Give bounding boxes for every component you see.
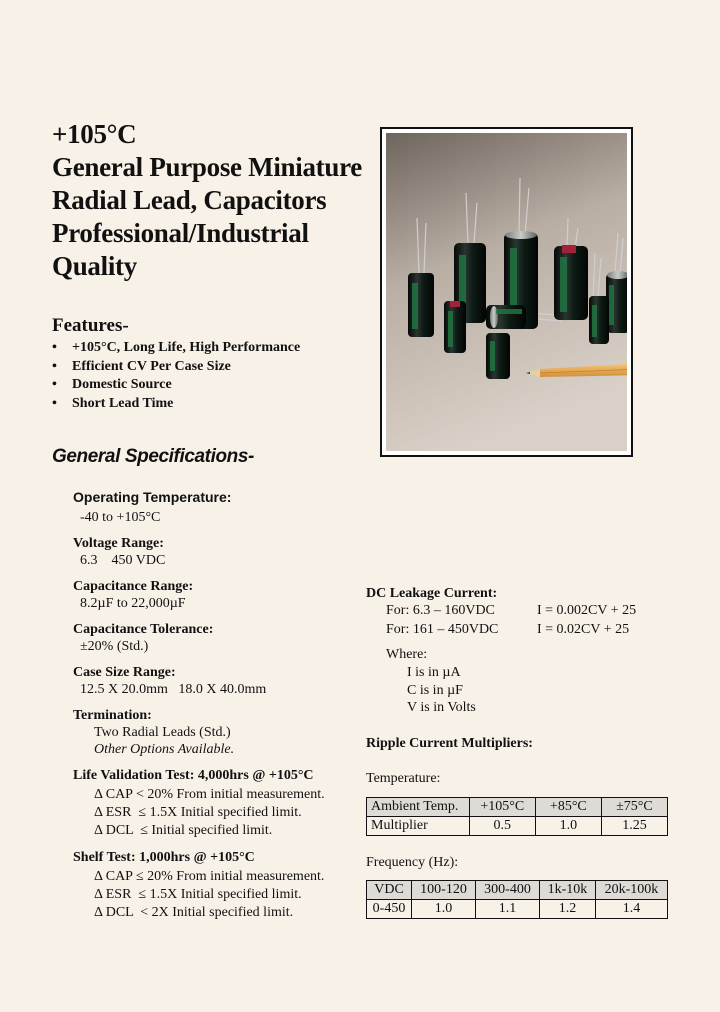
def-capacitance: C is in µF xyxy=(407,683,463,698)
table-cell: 1.1 xyxy=(476,900,540,919)
termination-value: Two Radial Leads (Std.) xyxy=(94,725,231,740)
table-cell: 1.0 xyxy=(412,900,476,919)
table-cell: +85°C xyxy=(535,798,601,817)
title-line-5: Quality xyxy=(52,251,137,281)
title-line-2: General Purpose Miniature xyxy=(52,152,362,182)
operating-temp-value: -40 to +105°C xyxy=(80,510,161,525)
table-cell: VDC xyxy=(367,881,412,900)
shelf-test-esr: Δ ESR ≤ 1.5X Initial specified limit. xyxy=(94,887,302,902)
features-list xyxy=(52,339,300,414)
temperature-label: Temperature: xyxy=(366,771,441,786)
bullet-icon: • xyxy=(52,396,57,412)
table-row xyxy=(367,798,668,817)
bullet-icon: • xyxy=(52,377,57,393)
life-test-dcl: Δ DCL ≤ Initial specified limit. xyxy=(94,823,273,838)
shelf-test-dcl: Δ DCL < 2X Initial specified limit. xyxy=(94,905,294,920)
capacitance-tolerance-label: Capacitance Tolerance: xyxy=(73,622,214,637)
voltage-range-label: Voltage Range: xyxy=(73,536,164,551)
capacitance-range-label: Capacitance Range: xyxy=(73,579,194,594)
bullet-icon: • xyxy=(52,340,57,355)
table-cell: 1.4 xyxy=(595,900,667,919)
table-row xyxy=(367,881,668,900)
where-label: Where: xyxy=(386,647,428,662)
capacitance-tolerance-value: ±20% (Std.) xyxy=(80,639,149,654)
title-line-1: +105°C xyxy=(52,119,137,149)
feature-item: • Efficient CV Per Case Size xyxy=(52,358,300,377)
voltage-range-value: 6.3 450 VDC xyxy=(80,553,166,568)
frequency-label: Frequency (Hz): xyxy=(366,855,459,870)
termination-label: Termination: xyxy=(73,708,152,723)
table-cell: +105°C xyxy=(469,798,535,817)
general-specs-heading: General Specifications- xyxy=(52,446,254,467)
product-title xyxy=(52,118,362,283)
title-line-3: Radial Lead, Capacitors xyxy=(52,185,327,215)
table-cell: 0.5 xyxy=(469,817,535,836)
table-cell: 20k-100k xyxy=(595,881,667,900)
dc-leakage-formula-2: I = 0.02CV + 25 xyxy=(537,622,630,637)
dc-leakage-formula-1: I = 0.002CV + 25 xyxy=(537,603,637,618)
features-heading: Features- xyxy=(52,315,129,336)
feature-item: • Domestic Source xyxy=(52,376,300,395)
def-current: I is in µA xyxy=(407,665,461,680)
table-cell: 1.25 xyxy=(601,817,667,836)
bullet-icon: • xyxy=(52,358,57,374)
life-test-label: Life Validation Test: 4,000hrs @ +105°C xyxy=(73,768,314,783)
table-row xyxy=(367,817,668,836)
feature-item: • Short Lead Time xyxy=(52,395,300,414)
table-cell: 1k-10k xyxy=(540,881,596,900)
life-test-esr: Δ ESR ≤ 1.5X Initial specified limit. xyxy=(94,805,302,820)
operating-temp-label: Operating Temperature: xyxy=(73,489,232,505)
capacitor-photo-illustration xyxy=(386,133,627,451)
table-cell: Multiplier xyxy=(367,817,470,836)
termination-note: Other Options Available. xyxy=(94,742,235,757)
table-row xyxy=(367,900,668,919)
table-cell: Ambient Temp. xyxy=(367,798,470,817)
table-cell: 300-400 xyxy=(476,881,540,900)
case-size-value: 12.5 X 20.0mm 18.0 X 40.0mm xyxy=(80,682,267,697)
temperature-multiplier-table xyxy=(366,797,668,836)
ripple-label: Ripple Current Multipliers: xyxy=(366,736,533,751)
table-cell: 100-120 xyxy=(412,881,476,900)
dc-leakage-range-2: For: 161 – 450VDC xyxy=(386,622,499,637)
feature-item: • +105°C, Long Life, High Performance xyxy=(52,339,300,358)
capacitance-range-value: 8.2µF to 22,000µF xyxy=(80,596,186,611)
dc-leakage-range-1: For: 6.3 – 160VDC xyxy=(386,603,495,618)
table-cell: 1.2 xyxy=(540,900,596,919)
table-cell: ±75°C xyxy=(601,798,667,817)
case-size-label: Case Size Range: xyxy=(73,665,176,680)
title-line-4: Professional/Industrial xyxy=(52,218,309,248)
life-test-cap: Δ CAP < 20% From initial measurement. xyxy=(94,787,325,802)
def-voltage: V is in Volts xyxy=(407,700,476,715)
table-cell: 1.0 xyxy=(535,817,601,836)
shelf-test-cap: Δ CAP ≤ 20% From initial measurement. xyxy=(94,869,325,884)
shelf-test-label: Shelf Test: 1,000hrs @ +105°C xyxy=(73,850,255,865)
frequency-multiplier-table xyxy=(366,880,668,919)
table-cell: 0-450 xyxy=(367,900,412,919)
dc-leakage-label: DC Leakage Current: xyxy=(366,586,498,601)
product-photo xyxy=(380,127,633,457)
